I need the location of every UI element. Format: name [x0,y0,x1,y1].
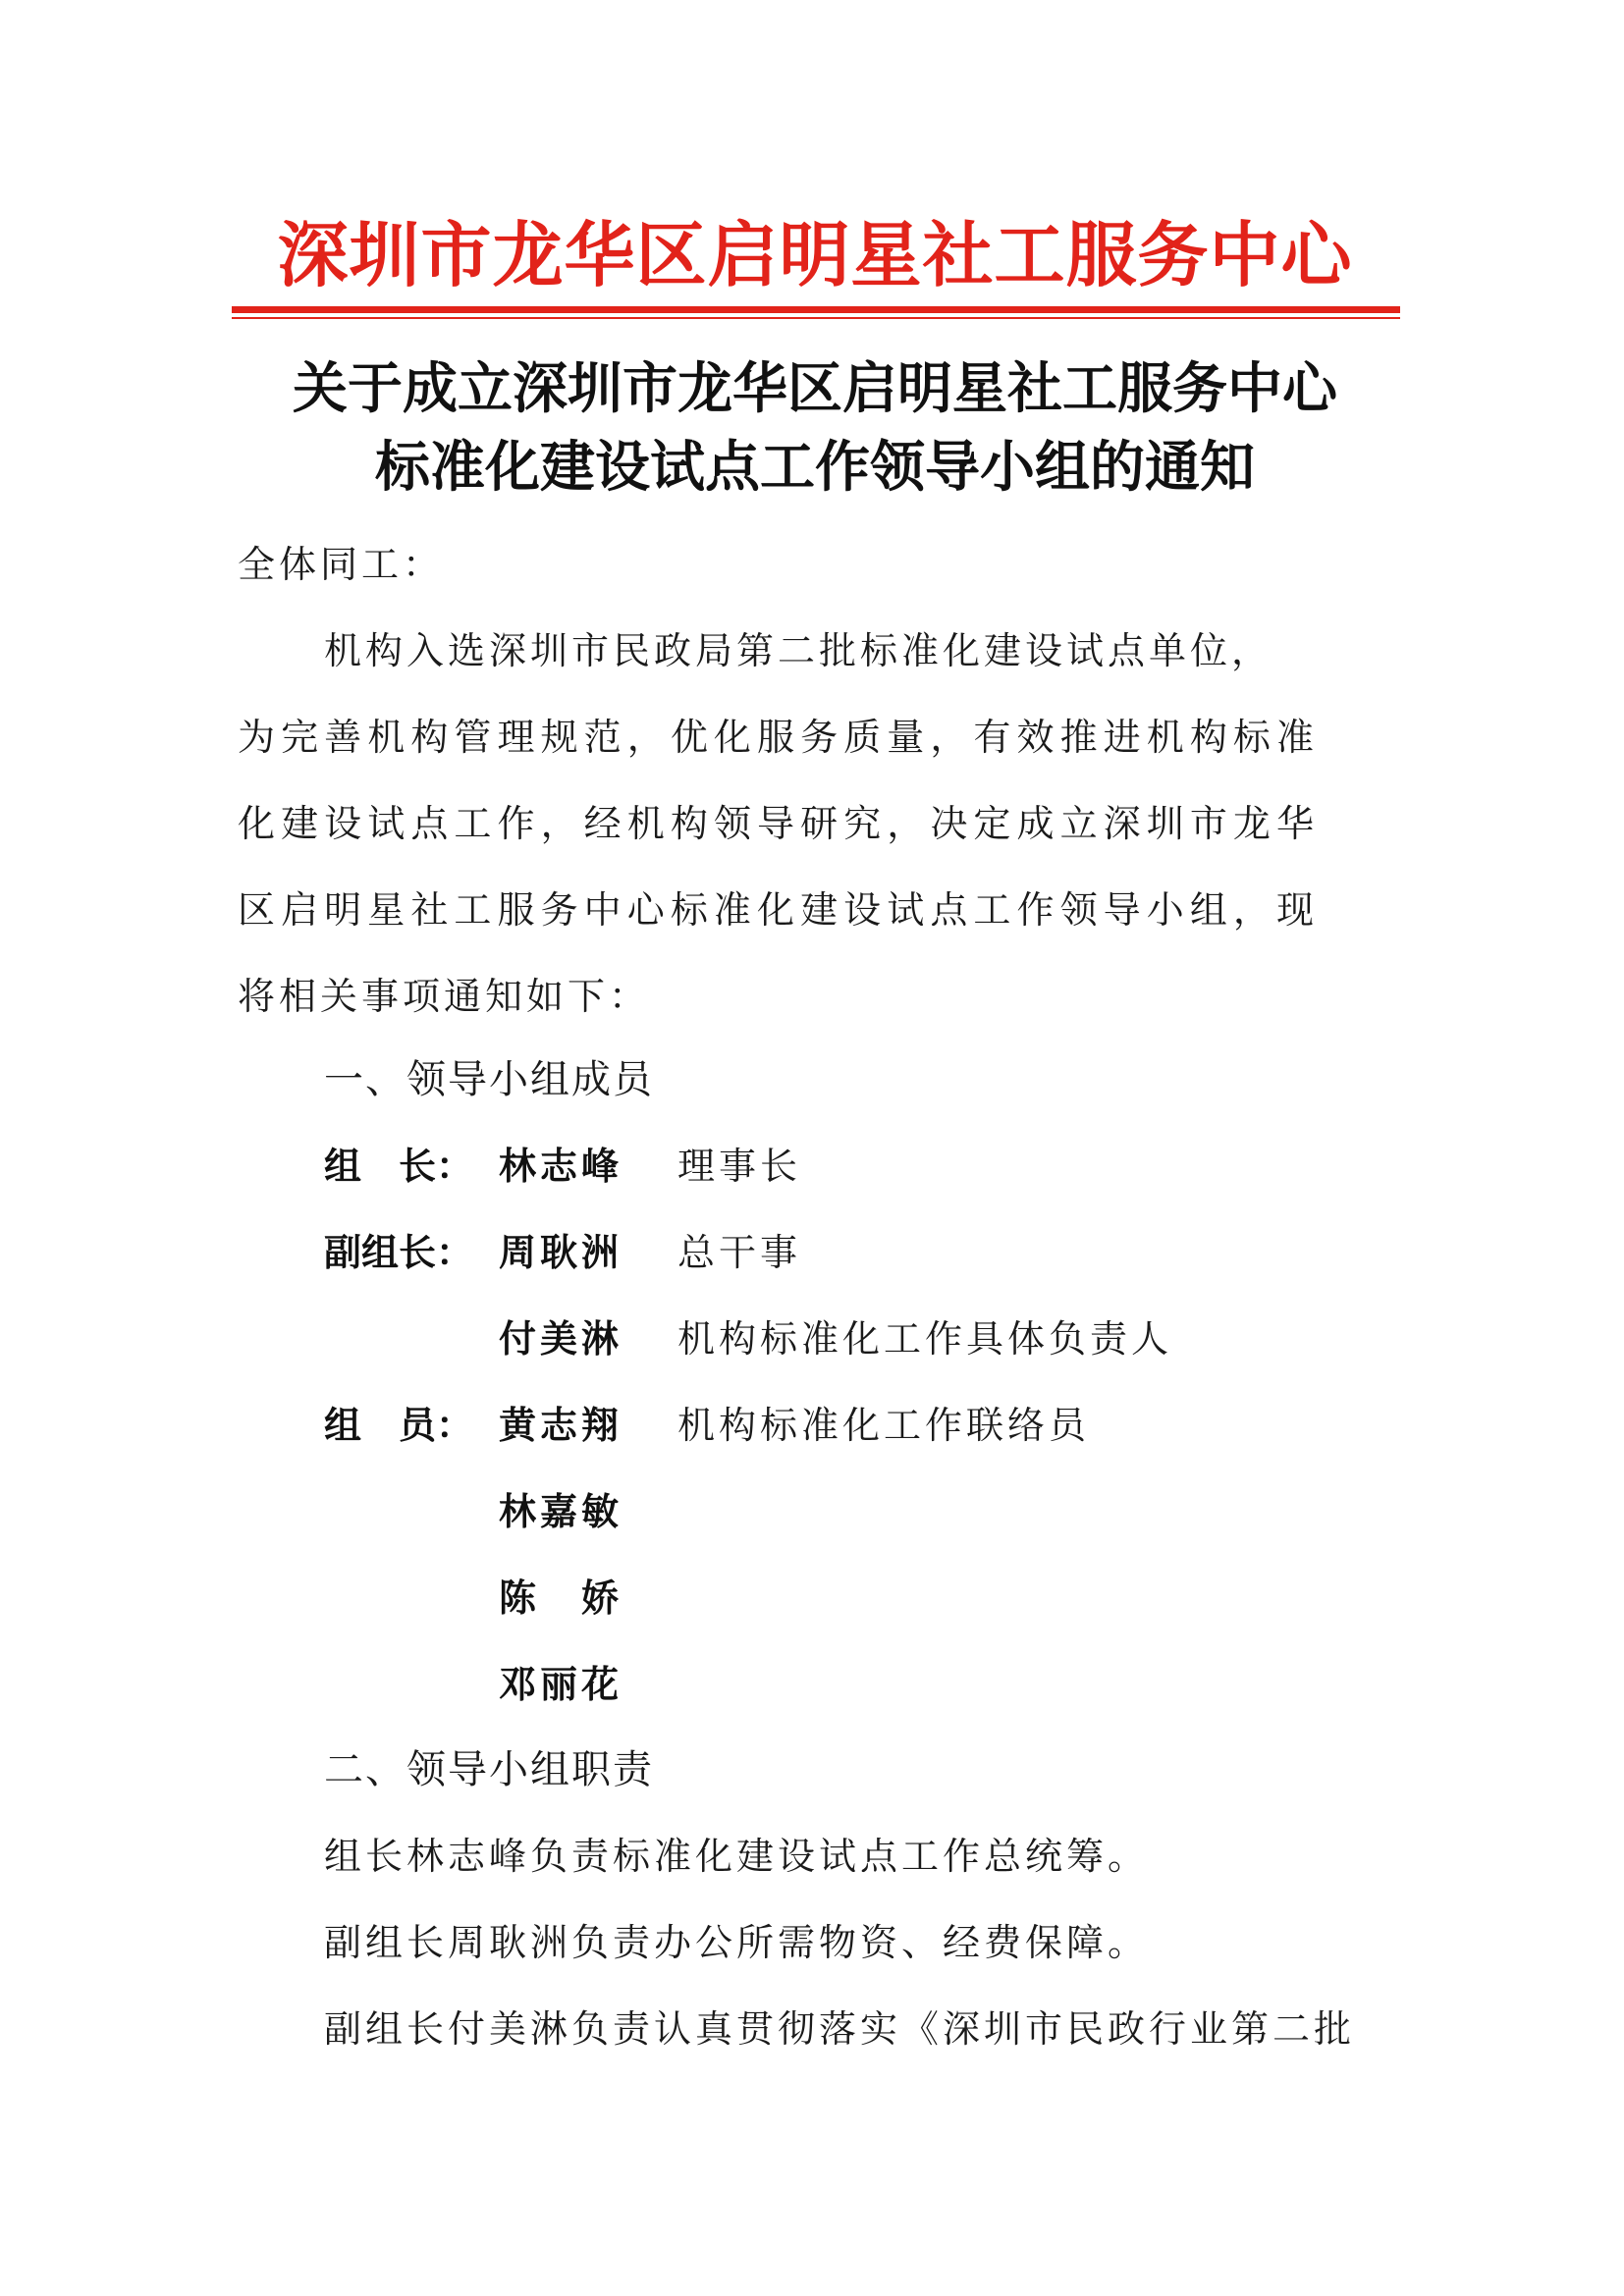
intro-line-2: 为完善机构管理规范，优化服务质量，有效推进机构标准 [238,716,1318,759]
salutation: 全体同工： [238,543,445,586]
duty-line-1: 组长林志峰负责标准化建设试点工作总统筹。 [324,1835,1150,1878]
member-role-member: 组 员： [324,1403,474,1447]
member-duty: 理事长 [677,1145,802,1188]
member-name: 付美淋 [499,1316,623,1361]
intro-line-1: 机构入选深圳市民政局第二批标准化建设试点单位， [324,629,1273,672]
member-name: 林志峰 [499,1144,623,1188]
member-duty: 总干事 [677,1231,802,1274]
document-title-line-1: 关于成立深圳市龙华区启明星社工服务中心 [293,357,1337,421]
duty-line-2: 副组长周耿洲负责办公所需物资、经费保障。 [324,1921,1150,1964]
duty-line-3: 副组长付美淋负责认真贯彻落实《深圳市民政行业第二批 [324,2007,1356,2051]
member-name: 陈 娇 [499,1575,623,1620]
intro-line-3: 化建设试点工作，经机构领导研究，决定成立深圳市龙华 [238,802,1318,845]
member-name: 周耿洲 [499,1230,623,1274]
intro-line-4: 区启明星社工服务中心标准化建设试点工作领导小组，现 [238,888,1318,932]
member-name: 黄志翔 [499,1403,623,1447]
member-role-leader: 组 长： [324,1144,474,1188]
member-role-deputy: 副组长： [324,1230,474,1274]
member-duty: 机构标准化工作具体负责人 [677,1317,1173,1361]
letterhead-red-rule-thick [232,306,1400,313]
document-title-line-2: 标准化建设试点工作领导小组的通知 [375,436,1255,500]
section-1-heading: 一、领导小组成员 [324,1057,654,1102]
member-name: 邓丽花 [499,1662,623,1706]
member-duty: 机构标准化工作联络员 [677,1404,1091,1447]
section-2-heading: 二、领导小组职责 [324,1747,654,1792]
intro-line-5: 将相关事项通知如下： [238,975,651,1018]
letterhead-red-rule-thin [232,317,1400,319]
org-letterhead: 深圳市龙华区启明星社工服务中心 [277,214,1353,296]
member-name: 林嘉敏 [499,1489,623,1533]
